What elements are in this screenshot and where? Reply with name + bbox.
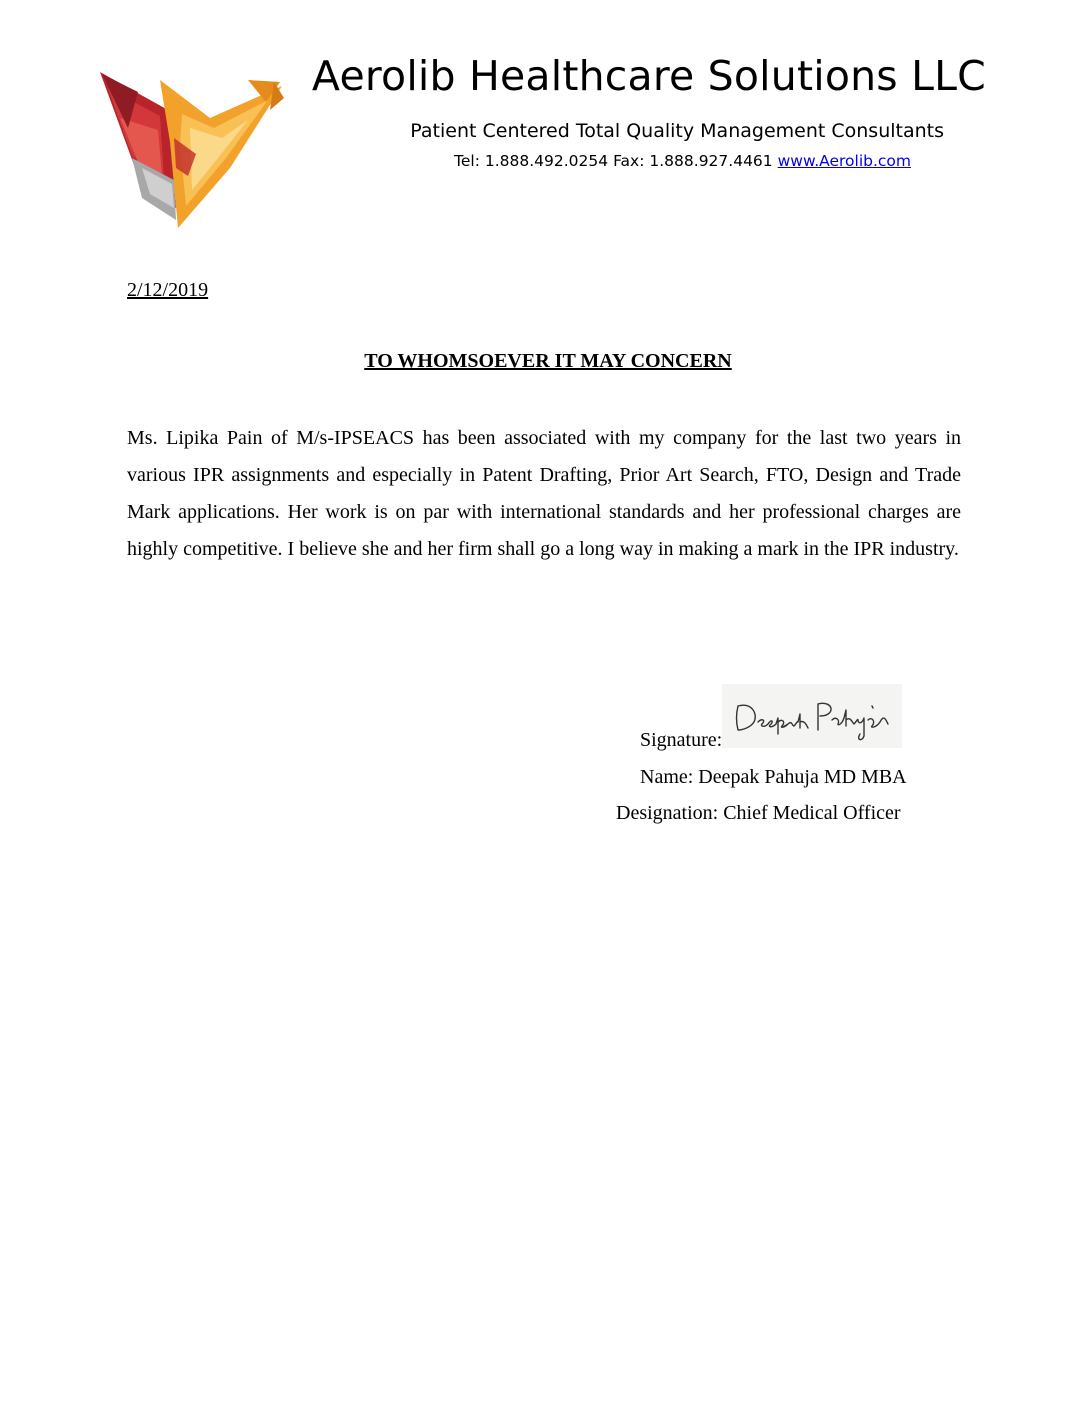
company-name: Aerolib Healthcare Solutions LLC: [311, 52, 986, 100]
tel-number: 1.888.492.0254: [484, 152, 609, 170]
website-link[interactable]: www.Aerolib.com: [777, 152, 911, 170]
letter-date: 2/12/2019: [127, 279, 209, 301]
signature-image: [722, 684, 902, 748]
signatory-designation: Designation: Chief Medical Officer: [616, 802, 901, 824]
company-tagline: Patient Centered Total Quality Management Consultants: [410, 120, 944, 142]
signatory-name: Name: Deepak Pahuja MD MBA: [640, 766, 907, 788]
letter-subject: TO WHOMSOEVER IT MAY CONCERN: [364, 350, 732, 372]
signature-label: Signature:: [640, 729, 723, 751]
fax-label: Fax:: [613, 152, 645, 170]
contact-line: [0, 152, 911, 170]
signature-block: [0, 680, 1088, 840]
tel-label: Tel:: [454, 152, 480, 170]
letter-body: Ms. Lipika Pain of M/s-IPSEACS has been associated with my company for the last two years in various IPR assignments and especially in Patent Drafting, Prior Art Search, FTO, Design and Trade Mark applications. Her work is on par with international standards and her professional charges are highly competitive. I believe she and her firm shall go a long way in making a mark in the IPR industry.: [127, 427, 961, 560]
fax-number: 1.888.927.4461: [649, 152, 773, 170]
